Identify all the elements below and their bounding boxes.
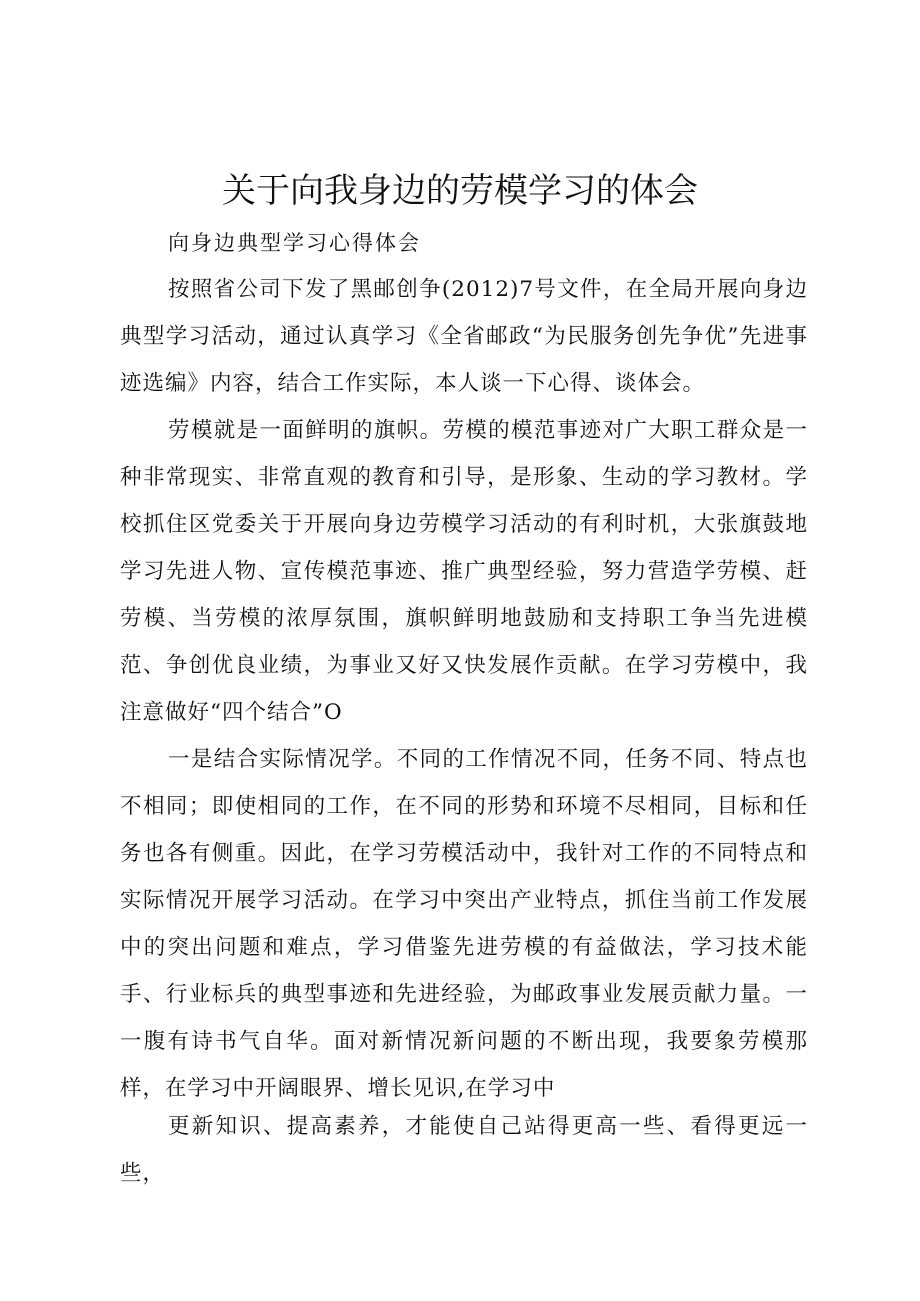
document-subtitle: 向身边典型学习心得体会 [168, 231, 421, 255]
paragraph-3: 一是结合实际情况学。不同的工作情况不同，任务不同、特点也不相同；即使相同的工作，在不同的形势和环境不尽相同，目标和任务也各有侧重。因此，在学习劳模活动中，我针对工作的不同特点和实际情况开展学习活动。在学习中突出产业特点，抓住当前工作发展中的突出问题和难点，学习借鉴先进劳模的有益做法，学习技术能手、行业标兵的典型事迹和先进经验，为邮政事业发展贡献力量。一一腹有诗书气自华。面对新情况新问题的不断出现，我要象劳模那样，在学习中开阔眼界、增长见识,在学习中 [120, 747, 808, 1101]
paragraph-1: 按照省公司下发了黑邮创争(2012)7号文件，在全局开展向身边典型学习活动，通过认真学习《全省邮政“为民服务创先争优”先进事迹选编》内容，结合工作实际，本人谈一下心得、谈体会。 [120, 277, 808, 396]
document-title: 关于向我身边的劳模学习的体会 [222, 171, 698, 211]
paragraph-4: 更新知识、提高素养，才能使自己站得更高一些、看得更远一些， [120, 1114, 808, 1186]
paragraph-2: 劳模就是一面鲜明的旗帜。劳模的模范事迹对广大职工群众是一种非常现实、非常直观的教育和引导，是形象、生动的学习教材。学校抓住区党委关于开展向身边劳模学习活动的有利时机，大张旗鼓地学习先进人物、宣传模范事迹、推广典型经验，努力营造学劳模、赶劳模、当劳模的浓厚氛围，旗帜鲜明地鼓励和支持职工争当先进模范、争创优良业绩，为事业又好又快发展作贡献。在学习劳模中，我注意做好“四个结合”O [120, 418, 808, 725]
